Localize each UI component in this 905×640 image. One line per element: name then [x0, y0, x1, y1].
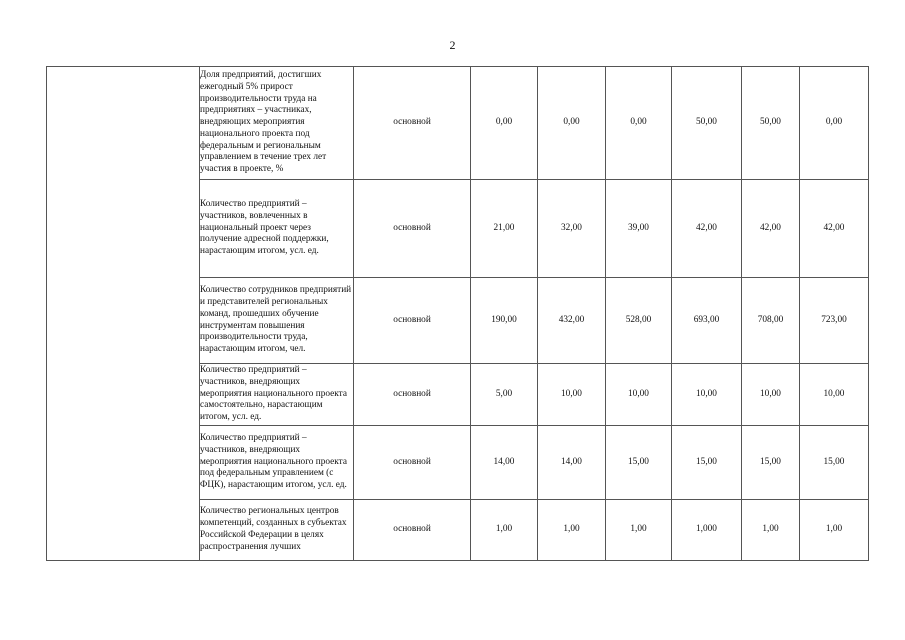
- value-cell: 1,00: [471, 500, 538, 561]
- page-number: 2: [449, 38, 456, 52]
- value-cell: 42,00: [742, 180, 800, 278]
- blank-column-cell: [47, 67, 200, 561]
- value-cell: 693,00: [672, 278, 742, 364]
- value-cell: 1,00: [742, 500, 800, 561]
- value-cell: 42,00: [800, 180, 869, 278]
- table-row: [47, 67, 869, 180]
- value-cell: 10,00: [800, 364, 869, 426]
- indicator-type-cell: основной: [354, 500, 471, 561]
- value-cell: 0,00: [538, 67, 606, 180]
- value-cell: 50,00: [672, 67, 742, 180]
- indicator-type-cell: основной: [354, 67, 471, 180]
- indicator-type-cell: основной: [354, 364, 471, 426]
- value-cell: 15,00: [672, 426, 742, 500]
- value-cell: 528,00: [606, 278, 672, 364]
- value-cell: 39,00: [606, 180, 672, 278]
- value-cell: 190,00: [471, 278, 538, 364]
- value-cell: 5,00: [471, 364, 538, 426]
- indicator-type-cell: основной: [354, 278, 471, 364]
- value-cell: 0,00: [471, 67, 538, 180]
- indicator-name-cell: Доля предприятий, достигших ежегодный 5% прирост производительности труда на предприятиях – участниках, внедряющих мероприятия национального проекта под федеральным и региональным управлением в течение трех лет участия в проекте, %: [200, 67, 354, 180]
- value-cell: 723,00: [800, 278, 869, 364]
- value-cell: 32,00: [538, 180, 606, 278]
- value-cell: 10,00: [672, 364, 742, 426]
- value-cell: 10,00: [538, 364, 606, 426]
- value-cell: 42,00: [672, 180, 742, 278]
- value-cell: 1,00: [606, 500, 672, 561]
- value-cell: 10,00: [742, 364, 800, 426]
- value-cell: 14,00: [471, 426, 538, 500]
- indicator-name-cell: Количество предприятий – участников, внедряющих мероприятия национального проекта самостоятельно, нарастающим итогом, усл. ед.: [200, 364, 354, 426]
- value-cell: 0,00: [606, 67, 672, 180]
- value-cell: 15,00: [800, 426, 869, 500]
- value-cell: 15,00: [606, 426, 672, 500]
- value-cell: 21,00: [471, 180, 538, 278]
- value-cell: 10,00: [606, 364, 672, 426]
- value-cell: 50,00: [742, 67, 800, 180]
- indicator-name-cell: Количество предприятий – участников, внедряющих мероприятия национального проекта под федеральным управлением (с ФЦК), нарастающим итогом, усл. ед.: [200, 426, 354, 500]
- indicator-name-cell: Количество региональных центров компетенций, созданных в субъектах Российской Федерации в целях распространения лучших: [200, 500, 354, 561]
- value-cell: 708,00: [742, 278, 800, 364]
- indicator-name-cell: Количество сотрудников предприятий и представителей региональных команд, прошедших обучение инструментам повышения производительности труда, нарастающим итогом, чел.: [200, 278, 354, 364]
- value-cell: 1,00: [800, 500, 869, 561]
- indicator-type-cell: основной: [354, 180, 471, 278]
- indicator-name-cell: Количество предприятий – участников, вовлеченных в национальный проект через получение адресной поддержки, нарастающим итогом, усл. ед.: [200, 180, 354, 278]
- indicators-table: [46, 66, 869, 561]
- indicator-type-cell: основной: [354, 426, 471, 500]
- value-cell: 14,00: [538, 426, 606, 500]
- value-cell: 1,00: [538, 500, 606, 561]
- value-cell: 432,00: [538, 278, 606, 364]
- value-cell: 15,00: [742, 426, 800, 500]
- value-cell: 1,000: [672, 500, 742, 561]
- value-cell: 0,00: [800, 67, 869, 180]
